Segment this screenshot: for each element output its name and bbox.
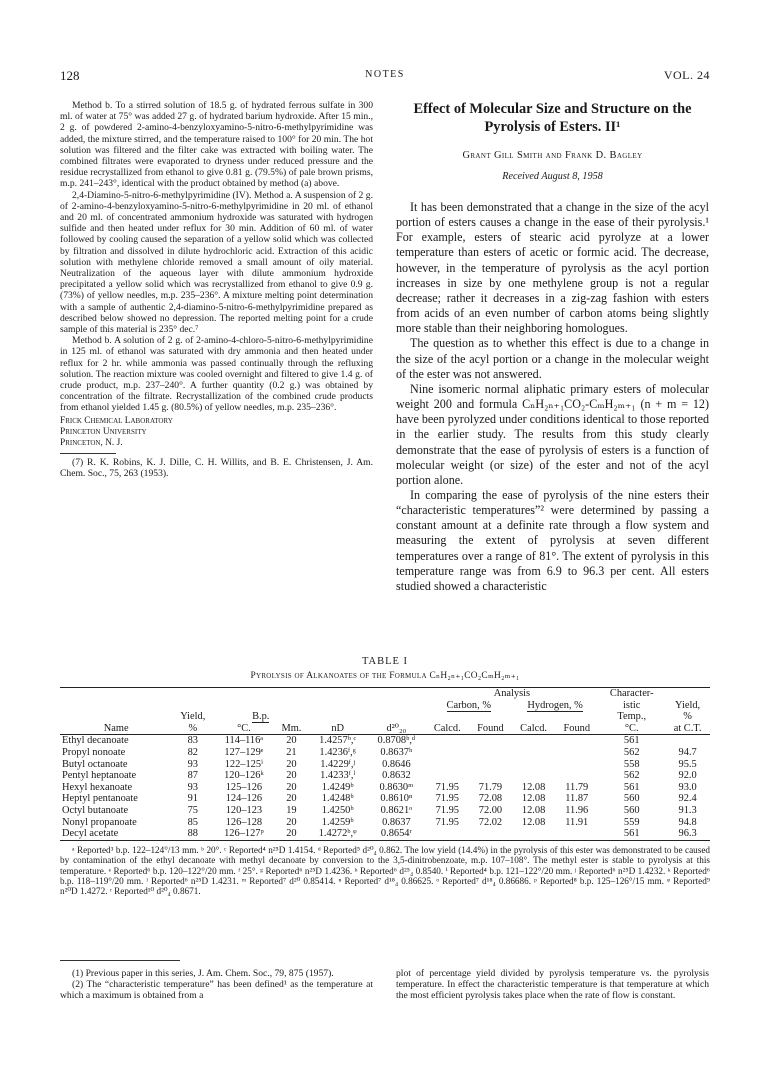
paragraph: 2,4-Diamino-5-nitro-6-methylpyrimidine (IV). Method a. A suspension of 2 g. of 2-amino-4-benzyloxyamino-5-nitro-6-methylpyrimidine in 20 ml. of ethanol and 20 ml. of concentrated ammonium hydroxide was saturated with hydrogen sulfide and then heated under reflux for 30 min. Addition of 60 ml. of water followed by cooling caused the separation of a yellow solid which was collected by filtration and dissolved in dilute hydrochloric acid. Extraction of this acidic solution with methylene chloride removed a small amount of oily material. Neutralization of the aqueous layer with dilute ammonium hydroxide precipitated a yellow solid which was recrystallized from ethanol to give 0.9 g. (73%) of yellow needles, m.p. 235–236°. A mixture melting point determination with a sample of authentic 2,4-diamino-5-nitro-6-methylpyrimidine prepared as described below showed no depression. The reported melting point for a crude sample of this material is 235° dec.⁷ — [60, 189, 373, 336]
col-header-analysis: Analysis — [426, 688, 599, 700]
footnote: plot of percentage yield divided by pyrolysis temperature vs. the pyrolysis temperature. In effect the characteristic temperature is that temperature at which the most efficient pyrolysis takes place when the rate of flow is constant. — [396, 968, 709, 1002]
table-cell: 120–126ᵏ — [224, 770, 264, 782]
table-cell: 1.4250ᵇ — [321, 804, 354, 816]
col-header-carbon: Carbon, % — [446, 699, 491, 711]
col-header-bp: B.p. — [252, 711, 270, 723]
table-row — [60, 793, 710, 805]
table-row — [60, 782, 710, 794]
table-cell — [426, 759, 469, 771]
article-authors: Grant Gill Smith and Frank D. Bagley — [462, 150, 643, 161]
table-body — [60, 735, 710, 840]
table-cell: 75 — [187, 804, 198, 816]
table-cell: 0.8637 — [382, 816, 411, 828]
table-cell: 20 — [275, 828, 309, 840]
col-header-y1: Yield, — [675, 699, 701, 711]
table-cell: 93 — [187, 758, 198, 770]
table-cell: 114–116ᵃ — [224, 735, 264, 747]
table-row — [60, 805, 710, 817]
affiliation-line: Frick Chemical Laboratory — [60, 415, 173, 426]
table-cell: 122–125ⁱ — [224, 758, 264, 770]
table-cell: Hexyl hexanoate — [62, 781, 133, 793]
col-header-nd: nD — [308, 723, 367, 735]
table-cell: 19 — [286, 804, 297, 816]
table-cell: Propyl nonoate — [62, 746, 126, 758]
table-cell: 20 — [286, 781, 297, 793]
table-cell: 88 — [172, 828, 213, 840]
table-cell: 0.8654ʳ — [367, 828, 426, 840]
table-cell: Pentyl heptanoate — [62, 770, 137, 782]
table-cell: 21 — [286, 746, 297, 758]
footnote: (2) The “characteristic temperature” has been defined¹ as the temperature at which a maximum is obtained from a — [60, 979, 373, 1002]
table-cell: 1.4272ᵇ,ᵠ — [308, 828, 367, 840]
col-header-calcd2: Calcd. — [512, 723, 555, 735]
col-header-bp-c: °C. — [213, 723, 274, 735]
table-cell: 559 — [623, 816, 640, 828]
paragraph: In comparing the ease of pyrolysis of the nine esters their “characteristic temperatures”² were determined by passing a constant amount at a definite rate through a flow system and measuring the extent of pyrolysis at seven different temperatures over a range of 81°. The extent of pyrolysis in this temperature range was from 6.9 to 96.3 per cent. All esters studied showed a characteristic — [396, 487, 709, 593]
paragraph: Nine isomeric normal aliphatic primary esters of molecular weight 200 and formula CₙH₂ₙ₊₁CO₂-CₘH₂ₘ₊₁ (n + m = 12) have been pyrolyzed under conditions identical to those reported in the earlier study. The results from this study clearly demonstrate that the ease of pyrolysis of esters is a function of molecular weight (or size) of the ester and not of the acyl portion alone. — [396, 381, 709, 487]
table-cell: 0.8630ᵐ — [379, 781, 414, 793]
volume-label: VOL. 24 — [663, 68, 710, 82]
table-cell: 0.8646 — [382, 758, 411, 770]
table-cell: 92.0 — [678, 770, 697, 782]
col-header-y3: at C.T. — [665, 723, 710, 735]
table-cell: 72.08 — [478, 793, 503, 805]
table-cell: Decyl acetate — [60, 828, 172, 840]
article-title: Effect of Molecular Size and Structure on the Pyrolysis of Esters. II¹ — [413, 101, 692, 135]
col-header-found2: Found — [555, 723, 598, 735]
table-cell: 72.00 — [478, 804, 503, 816]
col-header-char4: °C. — [598, 723, 665, 735]
col-header-char1: Character- — [598, 688, 665, 700]
paragraph: The question as to whether this effect is due to a change in the size of the acyl portion or a change in the molecular weight of the ester was not answered. — [396, 336, 709, 381]
table-cell: 94.7 — [678, 746, 697, 758]
table-cell — [469, 770, 512, 782]
table-cell: 12.08 — [521, 781, 546, 793]
table-cell — [665, 735, 710, 747]
data-table — [60, 687, 710, 841]
table-cell: 71.95 — [435, 793, 459, 805]
footnote-rule — [60, 960, 180, 961]
table-cell: 120–123 — [225, 804, 263, 816]
table-cell: 91 — [187, 793, 198, 805]
table-cell: 12.08 — [521, 816, 546, 828]
table-caption: Pyrolysis of Alkanoates of the Formula CₙH₂ₙ₊₁CO₂CₘH₂ₘ₊₁ — [250, 671, 520, 681]
table-cell — [512, 770, 555, 782]
paragraph: Method b. To a stirred solution of 18.5 g. of hydrated ferrous sulfate in 300 ml. of water at 75° was added 27 g. of hydrated barium hydroxide. After 15 min., 2 g. of powdered 2-amino-4-benzyloxyamino-5-nitro-6-methylpyrimidine was added, the mixture stirred, and the temperature raised to 100° for 20 min. The hot solution was filtered and the filter cake was extracted with boiling water. The combined filtrates were evaporated to dryness under reduced pressure and the residue recrystallized from ethanol to give 0.81 g. (79.5%) of pale brown prisms, m.p. 241–243°, identical with the product obtained by method (a) above. — [60, 100, 373, 190]
table-cell: 127–129ᵉ — [224, 746, 264, 758]
table-row — [60, 759, 710, 771]
footnotes-right — [396, 968, 709, 1002]
table-cell — [512, 828, 555, 840]
table-block — [60, 656, 710, 897]
table-row — [60, 828, 710, 840]
article-body — [396, 200, 709, 594]
table-row — [60, 735, 710, 747]
table-cell: 125–126 — [225, 781, 263, 793]
table-cell: 82 — [187, 746, 198, 758]
table-cell: 124–126 — [225, 793, 263, 805]
table-cell: Nonyl propanoate — [62, 816, 137, 828]
table-notes: ᵃ Reported³ b.p. 122–124°/13 mm. ᵇ 20°. ᶜ Reported⁴ n²⁵D 1.4154. ᵈ Reported⁵ d²⁰₄ 0.862. The low yield (14.4%) in the pyrolysis of this ester was demonstrated to be caused by contamination of the ethyl decanoate with methyl decanoate by conversion to the 3,5-dinitrobenzoate, m.p. 107–108°. The methyl ester is stable to pyrolysis at this temperature. ᵉ Reported⁶ b.p. 120–122°/20 mm. ᶠ 25°. ᵍ Reported⁶ n²⁵D 1.4236. ʰ Reported⁶ d²⁵₄ 0.8540. ⁱ Reported⁴ b.p. 121–122°/20 mm. ʲ Reported⁶ n²⁵D 1.4232. ᵏ Reported⁶ b.p. 118–119°/20 mm. ˡ Reported⁶ n²⁵D 1.4231. ᵐ Reported⁷ d²⁰ 0.85414. ⁿ Reported⁷ d¹⁸₄ 0.86625. ᵒ Reported⁷ d¹⁸₄ 0.86686. ᵖ Reported⁸ b.p. 125–126°/15 mm. ᵠ Reported⁹ n²⁰D 1.4272. ʳ Reported¹⁰ d²⁰₄ 0.8671. — [60, 844, 710, 897]
table-cell: 20 — [286, 770, 297, 782]
footnotes-left — [60, 968, 373, 1002]
table-cell — [555, 770, 598, 782]
table-cell: 12.08 — [521, 804, 546, 816]
table-cell: 11.91 — [565, 816, 589, 828]
table-cell: 561 — [598, 828, 665, 840]
table-cell — [469, 828, 512, 840]
col-header-found: Found — [469, 723, 512, 735]
paragraph: Method b. A solution of 2 g. of 2-amino-4-chloro-5-nitro-6-methylpyrimidine in 125 ml. of ethanol was saturated with dry ammonia and then heated under reflux for 2 hr. while ammonia was passed continually through the refluxing solution. The reaction mixture was cooled overnight and filtered to give 1.4 g. of crude product, m.p. 237–240°. A further quantity (0.2 g.) was obtained by concentration of the filtrate. Recrystallization of the combined crude products from ethanol yielded 1.45 g. (80.5%) of yellow needles, m.p. 235–236°. — [60, 335, 373, 414]
table-cell: 11.87 — [565, 793, 589, 805]
table-cell: 83 — [187, 735, 198, 747]
table-cell: 562 — [623, 770, 640, 782]
table-cell: 0.8610ⁿ — [380, 793, 413, 805]
table-cell: 561 — [623, 781, 640, 793]
table-cell: 91.3 — [678, 804, 697, 816]
col-header-yield-unit: % — [172, 723, 213, 735]
table-cell: 85 — [187, 816, 198, 828]
table-cell: 1.4257ᵇ,ᶜ — [319, 735, 357, 747]
running-head: NOTES — [365, 69, 405, 80]
table-cell: 126–127ᵖ — [213, 828, 274, 840]
table-cell: 20 — [286, 735, 297, 747]
table-cell: 1.4236ᶠ,ᵍ — [319, 746, 356, 758]
table-cell — [469, 735, 512, 747]
table-cell: 1.4259ᵇ — [321, 816, 354, 828]
table-cell: 71.79 — [478, 781, 503, 793]
table-cell: 558 — [623, 758, 640, 770]
table-cell — [426, 770, 469, 782]
table-cell: 72.02 — [478, 816, 503, 828]
received-date: Received August 8, 1958 — [502, 171, 603, 182]
table-cell: 93.0 — [678, 781, 697, 793]
footnote: (1) Previous paper in this series, J. Am. Chem. Soc., 79, 875 (1957). — [72, 968, 334, 979]
table-cell — [426, 735, 469, 747]
table-cell: Butyl octanoate — [62, 758, 128, 770]
table-cell: 1.4248ᵇ — [321, 793, 354, 805]
col-header-name: Name — [60, 723, 172, 735]
table-row — [60, 817, 710, 829]
table-row — [60, 770, 710, 782]
col-header-yield: Yield, — [180, 711, 206, 723]
table-cell — [555, 759, 598, 771]
table-cell: 94.8 — [678, 816, 697, 828]
table-cell: 12.08 — [521, 793, 546, 805]
table-cell — [512, 747, 555, 759]
table-cell: 11.79 — [565, 781, 589, 793]
table-cell: 20 — [286, 758, 297, 770]
table-cell — [512, 759, 555, 771]
col-header-bp-mm: Mm. — [275, 723, 309, 735]
col-header-hydrogen: Hydrogen, % — [527, 699, 583, 711]
table-cell — [426, 747, 469, 759]
table-cell: 20 — [286, 816, 297, 828]
table-cell — [555, 735, 598, 747]
table-cell: 126–128 — [225, 816, 263, 828]
table-cell: 96.3 — [665, 828, 710, 840]
table-cell: 95.5 — [678, 758, 697, 770]
table-cell: 562 — [623, 746, 640, 758]
page-number: 128 — [60, 68, 80, 83]
footnote-rule — [60, 453, 116, 454]
col-header-calcd: Calcd. — [426, 723, 469, 735]
footnote: (7) R. K. Robins, K. J. Dille, C. H. Willits, and B. E. Christensen, J. Am. Chem. Soc., 75, 263 (1953). — [60, 456, 373, 479]
table-cell: 1.4249ᵇ — [321, 781, 354, 793]
page-header — [60, 68, 710, 84]
table-cell — [469, 747, 512, 759]
table-label: TABLE I — [361, 656, 409, 667]
table-cell: Ethyl decanoate — [62, 735, 129, 747]
table-cell — [555, 747, 598, 759]
affiliation-line: Princeton University — [60, 426, 147, 437]
table-cell — [426, 828, 469, 840]
left-column — [60, 100, 373, 479]
table-cell: 20 — [286, 793, 297, 805]
table-cell — [469, 759, 512, 771]
table-cell: 0.8632 — [382, 770, 411, 782]
table-cell: 93 — [187, 781, 198, 793]
paragraph: It has been demonstrated that a change in the size of the acyl portion of esters causes a change in the ease of their pyrolysis.¹ For example, esters of stearic acid pyrolyze at a lower temperature than esters of acetic or formic acid. The decrease, however, in the temperature of pyrolysis as the acyl portion increases in size by one methylene group is not a regular decrease; rather it decreases in a zig-zag fashion with esters from acids of an even number of carbon atoms being slightly more stable than their neighboring homologues. — [396, 200, 709, 336]
page-footnotes — [60, 960, 710, 1002]
table-cell — [555, 828, 598, 840]
table-cell: 1.4229ᶠ,ʲ — [320, 758, 356, 770]
affiliation-line: Princeton, N. J. — [60, 437, 123, 448]
table-cell — [512, 735, 555, 747]
table-cell: Octyl butanoate — [62, 804, 129, 816]
col-header-y2: % — [683, 711, 692, 723]
table-cell: 71.95 — [435, 781, 459, 793]
table-cell: Heptyl pentanoate — [62, 793, 138, 805]
table-cell: 1.4233ᶠ,ˡ — [320, 770, 356, 782]
table-cell: 0.8621ᵒ — [380, 804, 413, 816]
col-header-d20: d²⁰₂₀ — [367, 723, 426, 735]
table-cell: 71.95 — [435, 816, 459, 828]
col-header-char2: istic — [623, 699, 641, 711]
table-cell: 560 — [623, 804, 640, 816]
table-row — [60, 747, 710, 759]
table-cell: 87 — [187, 770, 198, 782]
table-cell: 0.8708ᵇ,ᵈ — [377, 735, 416, 747]
table-cell: 71.95 — [435, 804, 459, 816]
table-cell: 560 — [623, 793, 640, 805]
table-cell: 0.8637ʰ — [380, 746, 413, 758]
table-cell: 92.4 — [678, 793, 697, 805]
col-header-char3: Temp., — [617, 711, 647, 723]
table-cell: 11.96 — [565, 804, 589, 816]
table-cell: 561 — [623, 735, 640, 747]
right-column — [396, 100, 709, 594]
